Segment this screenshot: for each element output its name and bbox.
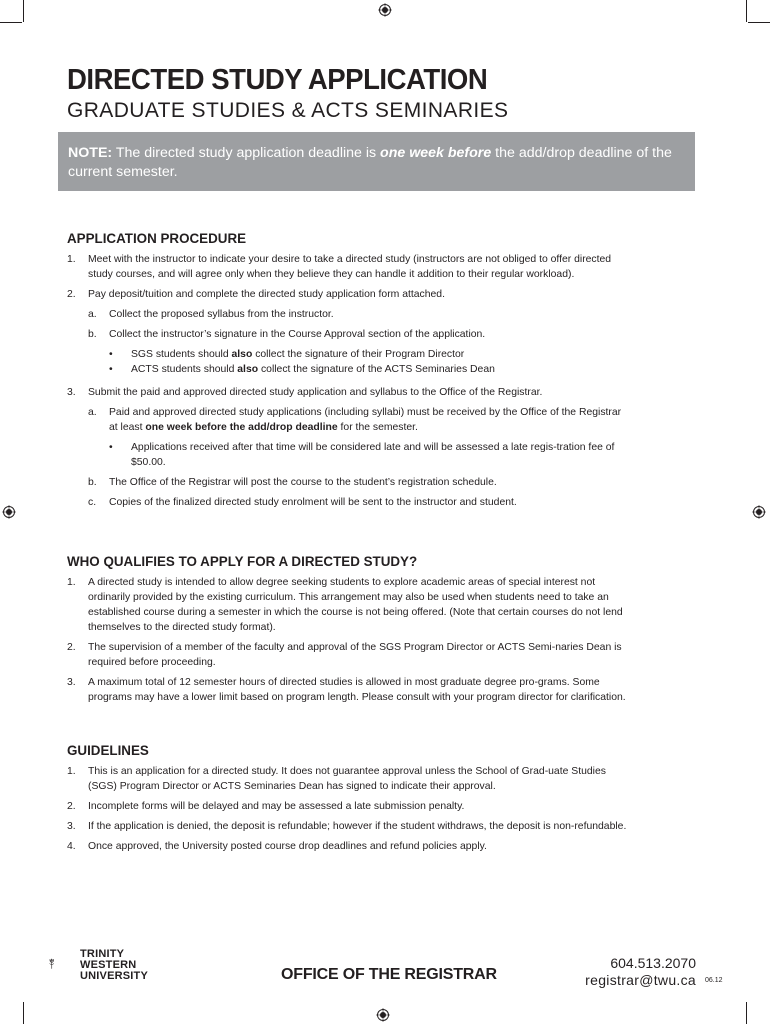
list-item: 3. Submit the paid and approved directed study application and syllabus to the Office of the Registrar. a. Paid and approved directed study applications (including syllabi) must be received by the Office of the Registrar at least one week before the add/drop deadline for the semester. • Applications received after that time will be considered late and will be assessed a late regis-tration fee of $50.00. b. The Office of the Registrar will post the course to the student’s registration schedule. c. Copies of the finalized directed study enrolment will be sent to the instructor and student. bbox=[67, 385, 627, 510]
page-subtitle: GRADUATE STUDIES & ACTS SEMINARIES bbox=[67, 99, 509, 122]
list-item: 2. Pay deposit/tuition and complete the directed study application form attached. a. Collect the proposed syllabus from the instructor. b. Collect the instructor’s signature in the Course Approval section of the application. • SGS students should also collect the signature of their Program Director • ACTS students should also collect the signature of the ACTS Seminaries Dean bbox=[67, 287, 627, 377]
registration-mark-icon bbox=[752, 505, 766, 519]
crop-mark bbox=[748, 22, 770, 23]
list-item: 2. Incomplete forms will be delayed and may be assessed a late submission penalty. bbox=[67, 801, 465, 812]
email-address: registrar@twu.ca bbox=[585, 972, 696, 988]
section-heading: APPLICATION PROCEDURE bbox=[67, 231, 247, 246]
guidelines-section bbox=[67, 743, 627, 854]
registration-mark-icon bbox=[376, 1008, 390, 1022]
list-item: 1. A directed study is intended to allow degree seeking students to explore academic areas of special interest not ordinarily provided by the existing curriculum. This arrangement may also be used when students need to take an established course during a semester in which the course is not being offered. (Note that certain courses do not lend themselves to the directed study format). bbox=[67, 577, 623, 633]
note-text: The directed study application deadline is bbox=[112, 145, 381, 161]
sub-item: b. The Office of the Registrar will post the course to the student’s registration schedule. bbox=[88, 477, 497, 488]
registration-mark-icon bbox=[2, 505, 16, 519]
application-procedure-section bbox=[67, 231, 627, 510]
registration-mark-icon bbox=[378, 3, 392, 17]
list-item: 1. Meet with the instructor to indicate your desire to take a directed study (instructors are not obliged to offer directed study courses, and will agree only when they believe they can handle it addition to their regular workload). bbox=[67, 254, 612, 280]
list-item: 2. The supervision of a member of the faculty and approval of the SGS Program Director or ACTS Semi-naries Dean is required before proceeding. bbox=[67, 642, 622, 668]
note-emphasis: one week before bbox=[380, 145, 492, 161]
list-item: 4. Once approved, the University posted course drop deadlines and refund policies apply. bbox=[67, 841, 487, 852]
crop-mark bbox=[23, 1002, 24, 1024]
list-item: 3. If the application is denied, the deposit is refundable; however if the student withdraws, the deposit is non-refundable. bbox=[67, 821, 627, 832]
form-code: 06.12 bbox=[705, 977, 723, 984]
who-qualifies-section bbox=[67, 554, 627, 705]
crop-mark bbox=[0, 22, 22, 23]
note-label: NOTE: bbox=[68, 145, 113, 161]
sub-item: c. Copies of the finalized directed study enrolment will be sent to the instructor and student. bbox=[88, 497, 517, 508]
sub-item: a. Collect the proposed syllabus from the instructor. bbox=[88, 309, 334, 320]
deadline-note bbox=[58, 132, 695, 191]
list-item: 1. This is an application for a directed study. It does not guarantee approval unless the School of Grad-uate Studies (SGS) Program Director or ACTS Seminaries Dean has signed to indicate their approval. bbox=[67, 766, 606, 792]
bullet-item: • SGS students should also collect the signature of their Program Director bbox=[109, 349, 465, 360]
phone-number: 604.513.2070 bbox=[610, 955, 696, 971]
page-title: DIRECTED STUDY APPLICATION bbox=[67, 64, 488, 96]
sub-item: a. Paid and approved directed study applications (including syllabi) must be received by the Office of the Registrar at least one week before the add/drop deadline for the semester. • Applications received after that time will be considered late and will be assessed a late regis-tration fee of $50.00. bbox=[88, 405, 627, 470]
list-item: 3. A maximum total of 12 semester hours of directed studies is allowed in most graduate degree pro-grams. Some programs may have a lower limit based on program length. Please consult with your program director for clarification. bbox=[67, 677, 626, 703]
bullet-item: • Applications received after that time will be considered late and will be assessed a late regis-tration fee of $50.00. bbox=[109, 442, 615, 468]
office-name: OFFICE OF THE REGISTRAR bbox=[281, 966, 497, 983]
crop-mark bbox=[746, 1002, 747, 1024]
section-heading: GUIDELINES bbox=[67, 743, 149, 758]
twu-logo-icon bbox=[48, 942, 78, 986]
crop-mark bbox=[23, 0, 24, 22]
twu-logo-wordmark: TRINITY WESTERN UNIVERSITY bbox=[80, 948, 149, 982]
bullet-item: • ACTS students should also collect the signature of the ACTS Seminaries Dean bbox=[109, 364, 495, 375]
sub-item: b. Collect the instructor’s signature in the Course Approval section of the application. • SGS students should also collect the signature of their Program Director • ACTS students should also collect the signature of the ACTS Seminaries Dean bbox=[88, 327, 627, 377]
section-heading: WHO QUALIFIES TO APPLY FOR A DIRECTED STUDY? bbox=[67, 554, 418, 569]
note-text: the add/drop deadline of the current semester. bbox=[68, 145, 672, 180]
crop-mark bbox=[746, 0, 747, 22]
